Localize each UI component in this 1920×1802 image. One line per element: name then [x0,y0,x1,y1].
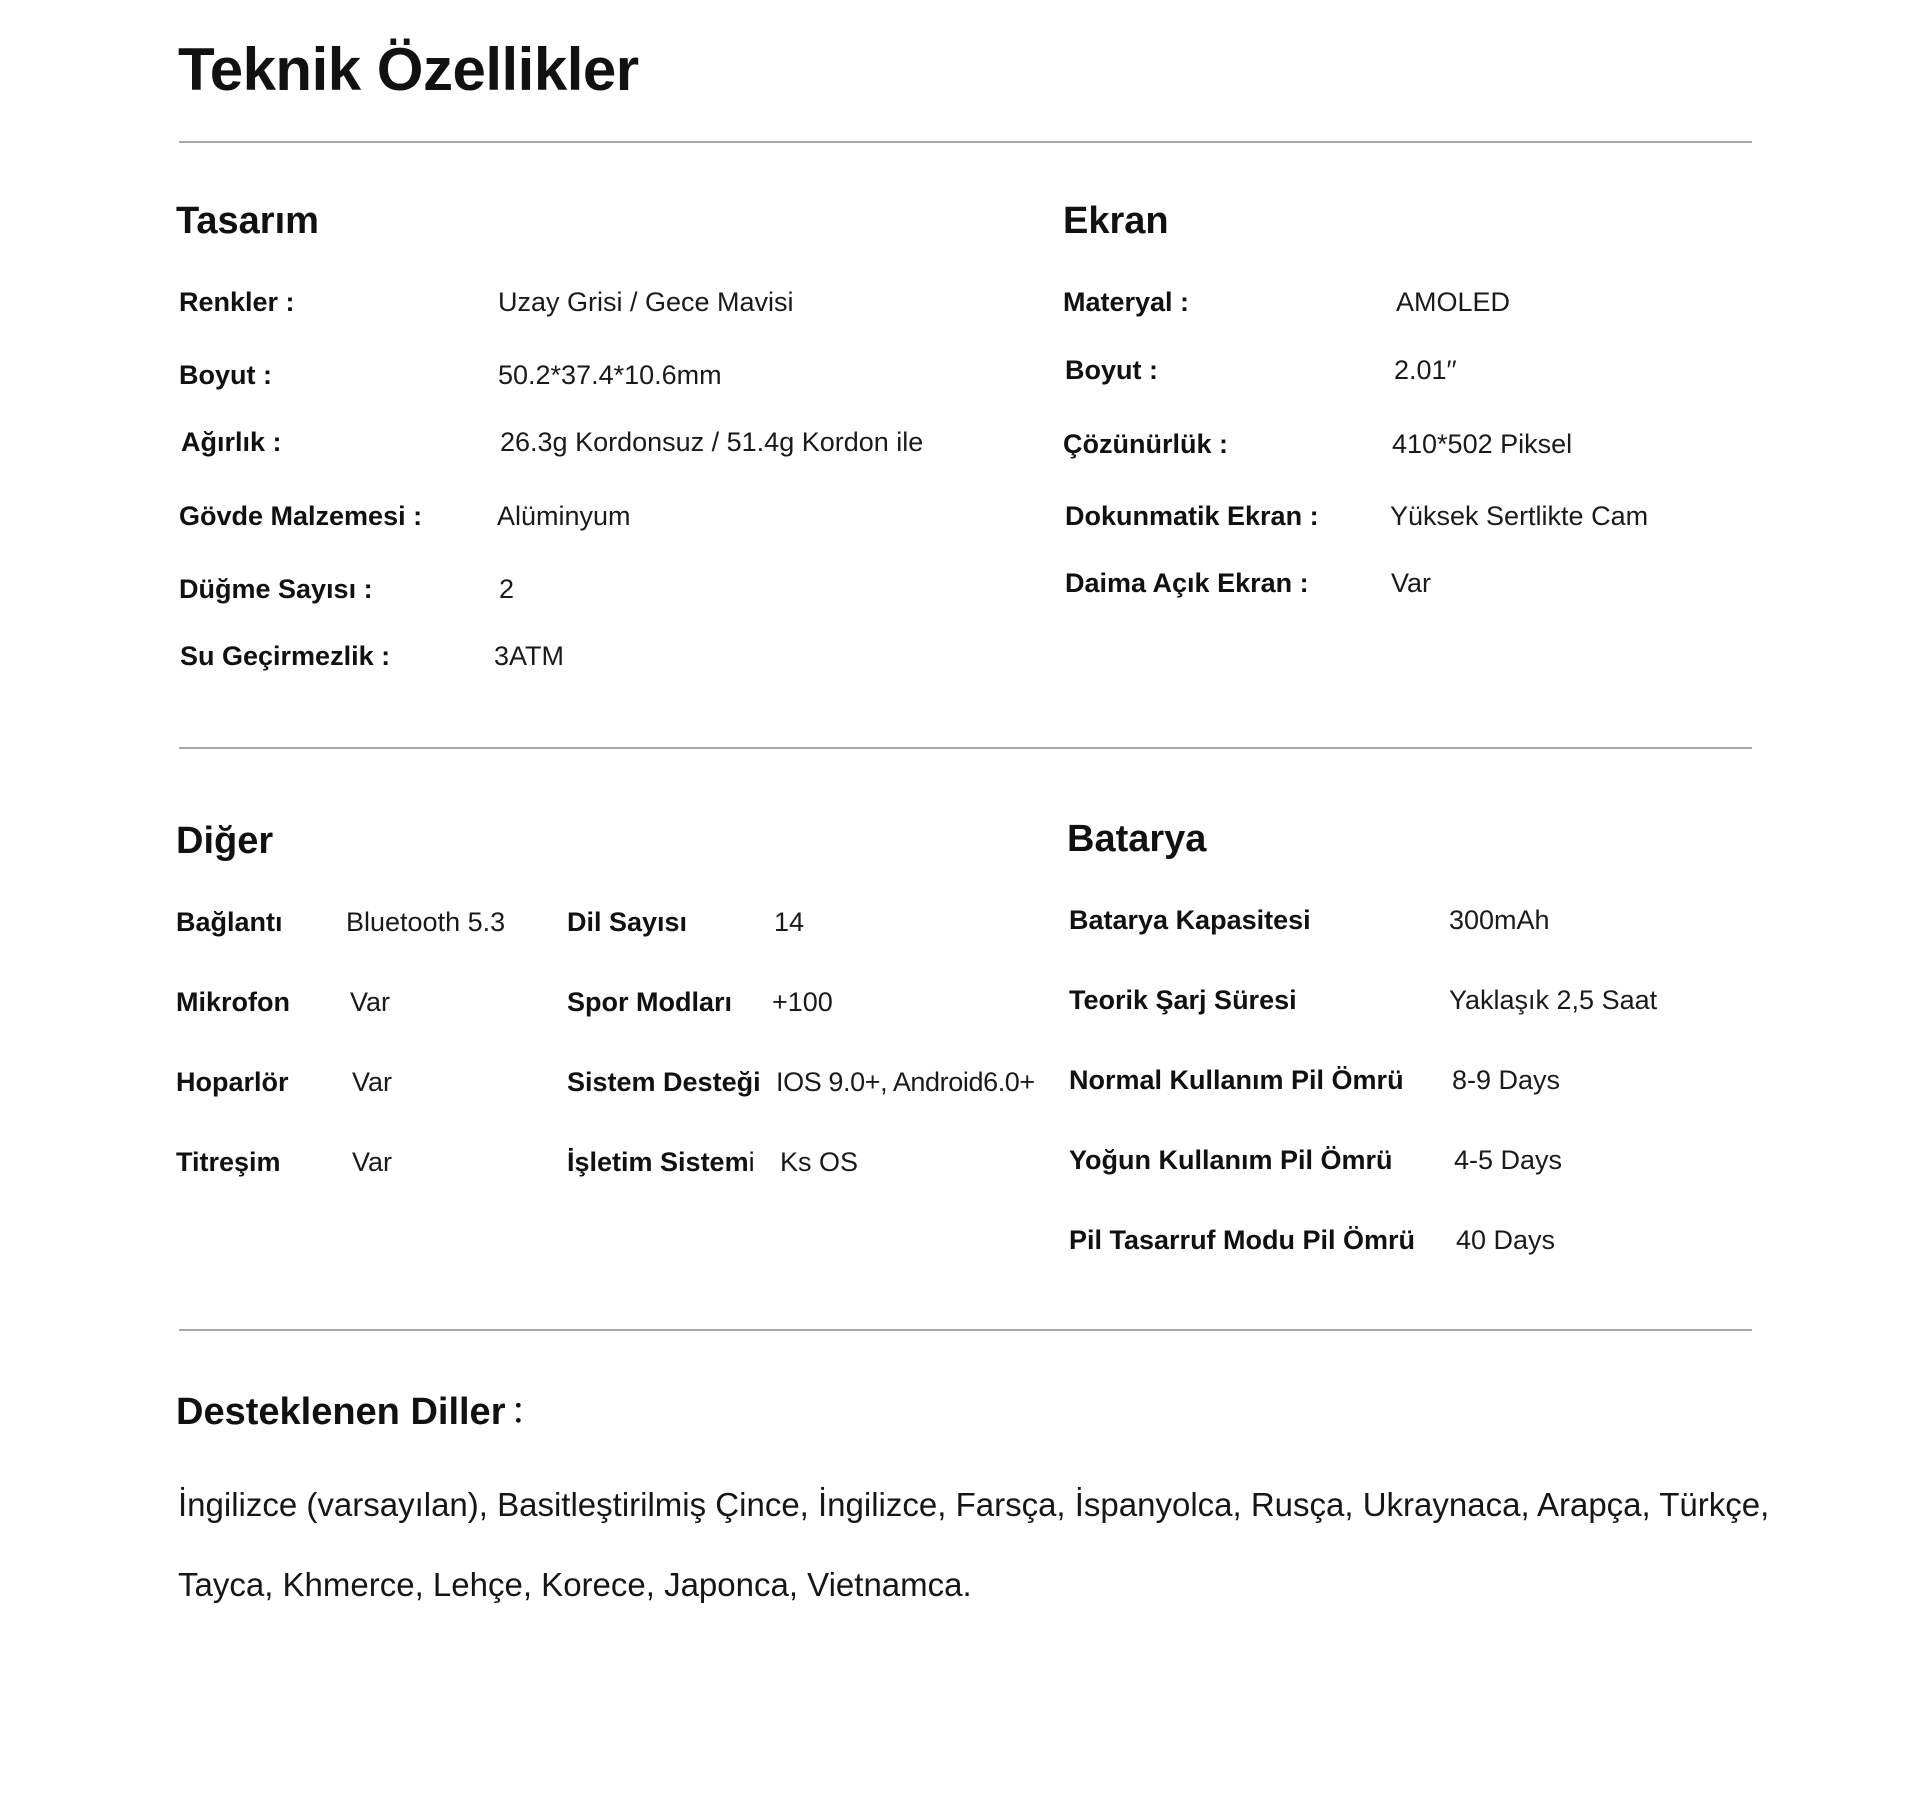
spec-value: 410*502 Piksel [1392,429,1573,459]
spec-value: Bluetooth 5.3 [346,907,506,937]
spec-value: Yüksek Sertlikte Cam [1390,501,1649,531]
languages-text-line: İngilizce (varsayılan), Basitleştirilmiş Çince, İngilizce, Farsça, İspanyolca, Rusça, Ukraynaca, Arapça, Türkçe, [178,1486,1770,1523]
spec-label: Dokunmatik Ekran : [1065,501,1319,531]
other-heading: Diğer [176,820,274,862]
spec-value: Var [350,987,391,1017]
spec-label: Boyut : [1065,355,1158,385]
spec-label: Bağlantı [176,907,283,937]
spec-label-tail: i [748,1147,755,1177]
languages-heading-text: Desteklenen Diller [176,1391,506,1433]
languages-heading-colon: ： [509,1391,548,1433]
spec-label: Pil Tasarruf Modu Pil Ömrü [1069,1225,1416,1255]
design-heading: Tasarım [176,200,319,242]
spec-label: Düğme Sayısı : [179,574,373,604]
languages-heading [176,1389,548,1435]
spec-label: Dil Sayısı [567,907,688,937]
spec-value: Yaklaşık 2,5 Saat [1449,985,1658,1015]
spec-value: Var [352,1147,393,1177]
languages-text-line: Tayca, Khmerce, Lehçe, Korece, Japonca, Vietnamca. [178,1566,972,1603]
spec-value: IOS 9.0+, Android6.0+ [776,1067,1035,1097]
divider [179,141,1752,143]
spec-label: Spor Modları [567,987,733,1017]
spec-value: 300mAh [1449,905,1550,935]
spec-value: 14 [774,907,805,937]
spec-label: Normal Kullanım Pil Ömrü [1069,1065,1404,1095]
spec-value: 2 [499,574,515,604]
spec-value: Uzay Grisi / Gece Mavisi [498,287,794,317]
spec-label: Gövde Malzemesi : [179,501,423,531]
spec-label: Batarya Kapasitesi [1069,905,1311,935]
spec-label: Sistem Desteği [567,1067,761,1097]
spec-label-text: İşletim Sistem [567,1147,749,1177]
spec-label: Su Geçirmezlik : [180,641,391,671]
spec-value: 4-5 Days [1454,1145,1563,1175]
battery-heading: Batarya [1067,818,1207,860]
spec-value: AMOLED [1396,287,1511,317]
spec-value: 26.3g Kordonsuz / 51.4g Kordon ile [500,427,924,457]
page-title: Teknik Özellikler [178,36,639,103]
divider [179,747,1752,749]
spec-label: Yoğun Kullanım Pil Ömrü [1069,1145,1393,1175]
spec-value: Var [352,1067,393,1097]
spec-value: 3ATM [494,641,565,671]
spec-value: 8-9 Days [1452,1065,1561,1095]
divider [179,1329,1752,1331]
spec-label: Daima Açık Ekran : [1065,568,1309,598]
spec-value: 2.01′′ [1394,355,1457,385]
spec-value: +100 [772,987,833,1017]
screen-heading: Ekran [1063,200,1169,242]
spec-label: Renkler : [179,287,295,317]
spec-label: Mikrofon [176,987,290,1017]
spec-label: Boyut : [179,360,272,390]
spec-label: Titreşim [176,1147,281,1177]
spec-label [567,1145,755,1179]
spec-label: Hoparlör [176,1067,289,1097]
spec-label: Ağırlık : [181,427,282,457]
spec-label: Materyal : [1063,287,1190,317]
spec-value: 40 Days [1456,1225,1556,1255]
spec-value: 50.2*37.4*10.6mm [498,360,722,390]
spec-label: Çözünürlük : [1063,429,1228,459]
spec-label: Teorik Şarj Süresi [1069,985,1297,1015]
spec-value: Ks OS [780,1147,859,1177]
spec-value: Alüminyum [497,501,631,531]
spec-value: Var [1391,568,1432,598]
